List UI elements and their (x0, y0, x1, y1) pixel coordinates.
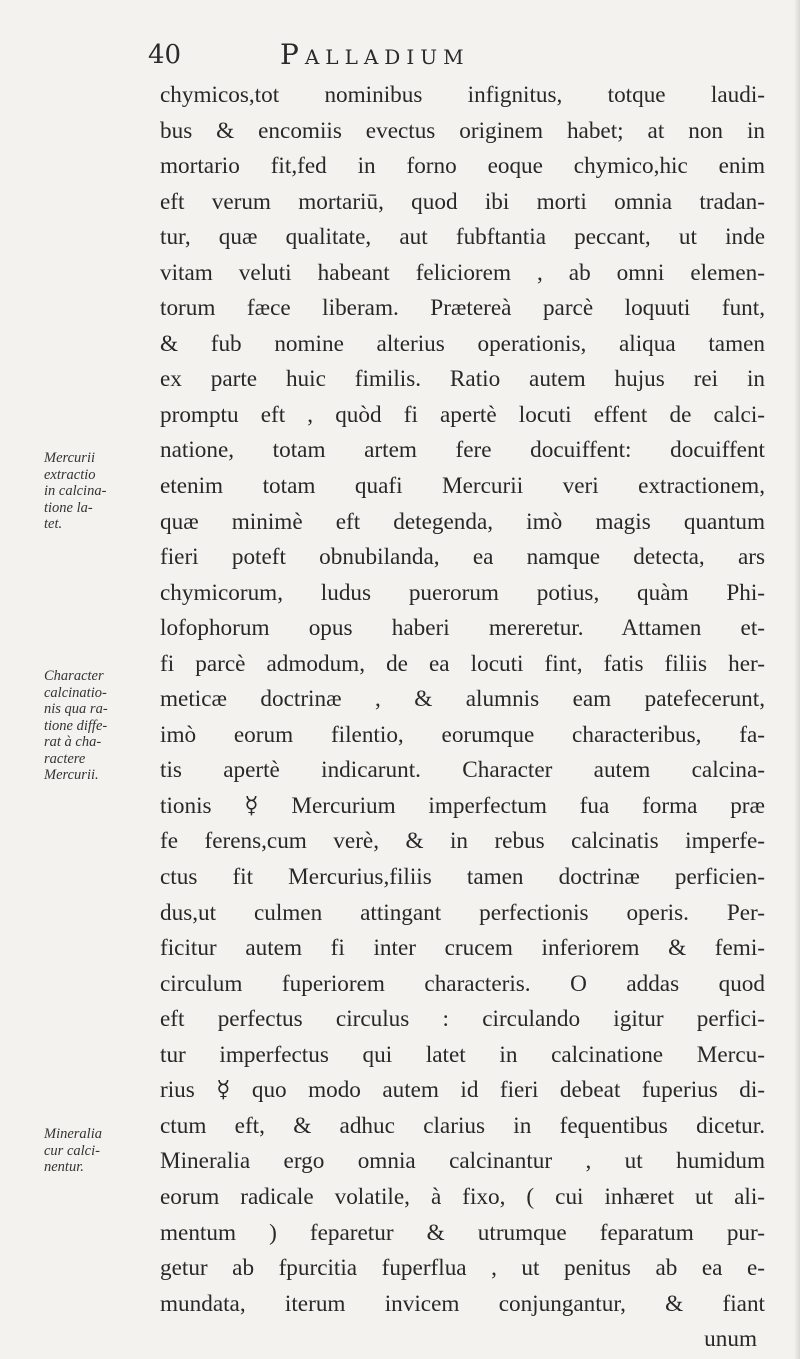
text-line: torum fæce liberam. Prætereà parcè loquuti funt, (160, 295, 765, 322)
text-line: mundata, iterum invicem conjungantur, & fiant (160, 1290, 765, 1317)
margin-note-line: rat à cha- (44, 734, 102, 750)
margin-note-line: calcinatio- (44, 684, 107, 701)
margin-note-line: tione diffe- (44, 717, 108, 734)
text-line: mortario fit,fed in forno eoque chymico,hic enim (160, 153, 765, 180)
text-line: dus,ut culmen attingant perfectionis operis. Per- (160, 899, 765, 926)
text-line: tur imperfectus qui latet in calcinatione Mercu- (160, 1041, 765, 1068)
margin-note-mineralia (44, 1126, 154, 1176)
text-line: tur, quæ qualitate, aut fubftantia peccant, ut inde (160, 224, 765, 251)
margin-note-mercurii-extractio (44, 450, 154, 533)
text-line: natione, totam artem fere docuiffent: docuiffent (160, 437, 765, 464)
text-line: getur ab fpurcitia fuperflua , ut penitus ab ea e- (160, 1255, 765, 1282)
text-line: ex parte huic fimilis. Ratio autem hujus rei in (160, 366, 765, 393)
text-line: fe ferens,cum verè, & in rebus calcinatis imperfe- (160, 828, 765, 855)
text-line: eorum radicale volatile, à fixo, ( cui inhæret ut ali- (160, 1183, 765, 1210)
margin-note-line: tet. (44, 516, 63, 532)
text-line: ctum eft, & adhuc clarius in fequentibus dicetur. (160, 1112, 765, 1139)
text-line: tionis ☿ Mercurium imperfectum fua forma præ (160, 792, 765, 819)
text-line: promptu eft , quòd fi apertè locuti effent de calci- (160, 401, 765, 428)
margin-note-line: Mercurii. (44, 767, 99, 783)
text-line: eft perfectus circulus : circulando igitur perfici- (160, 1006, 765, 1033)
margin-note-line: Character (44, 668, 104, 684)
text-line: Mineralia ergo omnia calcinantur , ut humidum (160, 1148, 765, 1175)
text-line: mentum ) feparetur & utrumque feparatum pur- (160, 1219, 765, 1246)
margin-note-line: Mineralia (44, 1126, 102, 1142)
text-line: chymicos,tot nominibus infignitus, totque laudi- (160, 82, 765, 108)
text-line: fieri poteft obnubilanda, ea namque detecta, ars (160, 544, 765, 571)
text-line: chymicorum, ludus puerorum potius, quàm Phi- (160, 579, 765, 606)
margin-note-line: cur calci- (44, 1142, 100, 1159)
body-text (160, 78, 765, 1358)
margin-note-line: ractere (44, 750, 86, 767)
page-number: 40 (148, 40, 182, 70)
text-line: quæ minimè eft detegenda, imò magis quantum (160, 508, 765, 535)
page-edge-shadow (794, 0, 800, 1359)
text-line: rius ☿ quo modo autem id fieri debeat fuperius di- (160, 1077, 765, 1104)
text-line: ficitur autem fi inter crucem inferiorem & femi- (160, 935, 765, 962)
margin-note-line: nis qua ra- (44, 701, 108, 717)
text-line: imò eorum filentio, eorumque characteribus, fa- (160, 721, 765, 748)
text-line: vitam veluti habeant feliciorem , ab omni elemen- (160, 259, 765, 286)
margin-note-line: extractio (44, 466, 96, 483)
catchword-line: unum (704, 1326, 757, 1353)
text-line: & fub nomine alterius operationis, aliqua tamen (160, 330, 765, 357)
margin-note-line: Mercurii (44, 450, 96, 466)
text-line: tis apertè indicarunt. Character autem calcina- (160, 757, 765, 784)
text-line: meticæ doctrinæ , & alumnis eam patefecerunt, (160, 686, 765, 713)
margin-note-line: tione la- (44, 499, 93, 516)
text-line: fi parcè admodum, de ea locuti fint, fatis filiis her- (160, 650, 765, 677)
page-header (148, 36, 708, 76)
margin-note-character-calcinationis (44, 668, 154, 784)
text-line: bus & encomiis evectus originem habet; at non in (160, 117, 765, 144)
text-line: lofophorum opus haberi mereretur. Attamen et- (160, 615, 765, 642)
text-line: etenim totam quafi Mercurii veri extractionem, (160, 473, 765, 500)
running-title: Palladium (280, 38, 470, 71)
margin-note-line: in calcina- (44, 483, 107, 499)
text-line: eft verum mortariū, quod ibi morti omnia tradan- (160, 188, 765, 215)
margin-note-line: nentur. (44, 1159, 84, 1175)
text-line: ctus fit Mercurius,filiis tamen doctrinæ perficien- (160, 864, 765, 891)
text-line: circulum fuperiorem characteris. O addas quod (160, 970, 765, 997)
